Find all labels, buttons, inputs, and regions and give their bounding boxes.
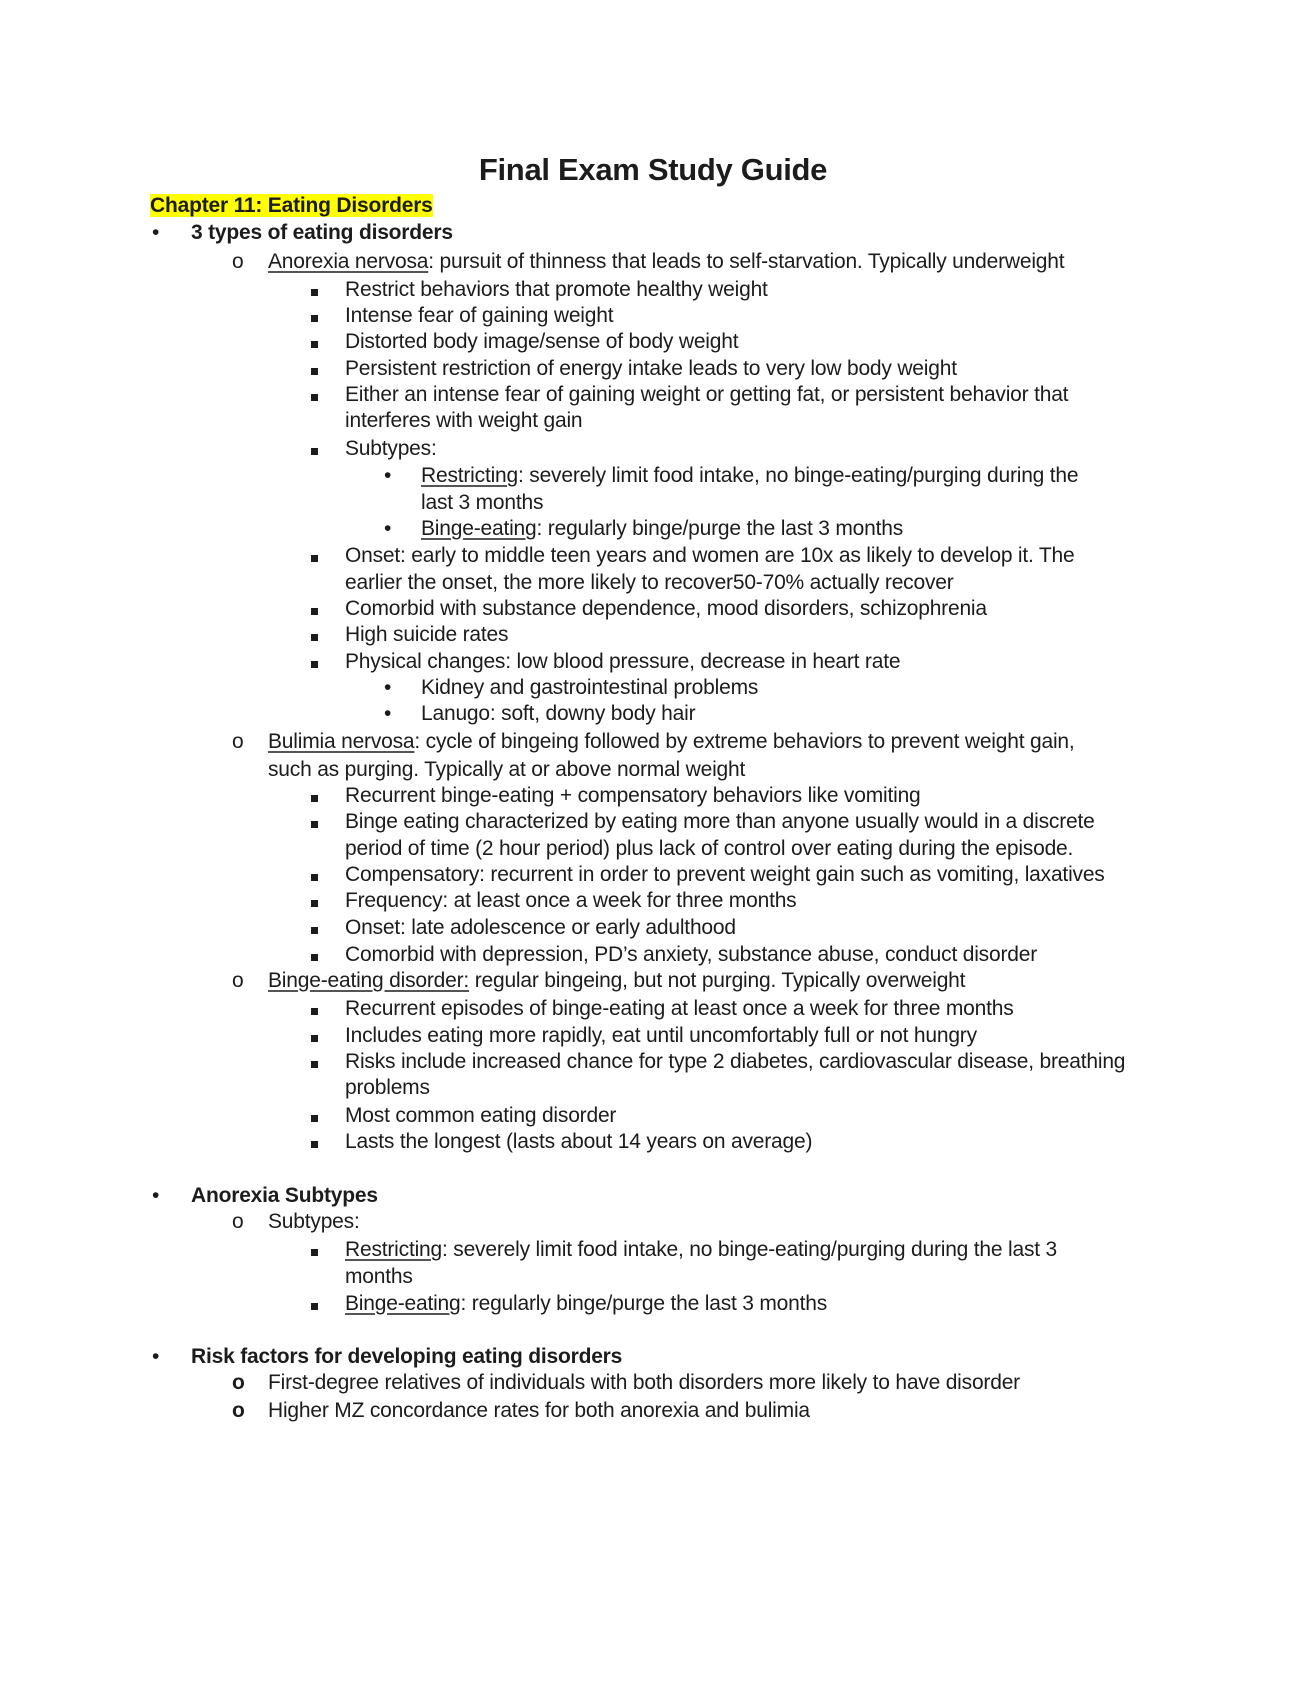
binge-eating-text: : regularly binge/purge the last 3 months — [536, 517, 904, 540]
bullet-marker: • — [384, 676, 392, 699]
bullet-marker: • — [152, 221, 160, 244]
square-bullet-icon — [311, 328, 318, 356]
list-item: Subtypes: — [345, 437, 437, 460]
document-title: Final Exam Study Guide — [478, 152, 828, 187]
circle-marker: o — [232, 1371, 245, 1394]
list-item: Binge eating characterized by eating more than anyone usually would in a discrete — [345, 810, 1095, 833]
circle-marker: o — [232, 1210, 244, 1233]
square-bullet-icon — [311, 1128, 318, 1156]
list-item: Comorbid with substance dependence, mood disorders, schizophrenia — [345, 597, 987, 620]
restricting-term: Restricting — [345, 1238, 442, 1261]
circle-marker: o — [232, 730, 244, 753]
chapter-highlight: Chapter 11: Eating Disorders — [150, 194, 433, 217]
square-bullet-icon — [311, 808, 318, 836]
subtype-restricting — [345, 1236, 1057, 1264]
list-item: Either an intense fear of gaining weight or getting fat, or persistent behavior that — [345, 383, 1069, 406]
section-heading-types: 3 types of eating disorders — [191, 221, 453, 244]
bullet-marker: • — [152, 1184, 160, 1207]
list-item: Compensatory: recurrent in order to prevent weight gain such as vomiting, laxatives — [345, 863, 1105, 886]
list-item: Lasts the longest (lasts about 14 years on average) — [345, 1130, 813, 1153]
list-item: Intense fear of gaining weight — [345, 304, 614, 327]
square-bullet-icon — [311, 782, 318, 810]
list-item-continuation: such as purging. Typically at or above normal weight — [268, 758, 746, 781]
square-bullet-icon — [311, 276, 318, 304]
list-item: Distorted body image/sense of body weight — [345, 330, 739, 353]
square-bullet-icon — [311, 1290, 318, 1318]
list-item-continuation: problems — [345, 1076, 430, 1099]
list-item: Restrict behaviors that promote healthy weight — [345, 278, 768, 301]
square-bullet-icon — [311, 355, 318, 383]
anorexia-def-text: : pursuit of thinness that leads to self-starvation. Typically underweight — [428, 250, 1065, 273]
list-item-continuation: last 3 months — [421, 491, 544, 514]
list-item-continuation: months — [345, 1265, 413, 1288]
subtype-binge-eating — [421, 515, 903, 543]
list-item: Onset: late adolescence or early adulthood — [345, 916, 736, 939]
square-bullet-icon — [311, 381, 318, 409]
circle-marker: o — [232, 250, 244, 273]
list-item: Includes eating more rapidly, eat until uncomfortably full or not hungry — [345, 1024, 977, 1047]
square-bullet-icon — [311, 302, 318, 330]
circle-marker: o — [232, 969, 244, 992]
subtype-restricting — [421, 462, 1078, 490]
list-item: First-degree relatives of individuals with both disorders more likely to have disorder — [268, 1371, 1020, 1394]
square-bullet-icon — [311, 1048, 318, 1076]
bullet-marker: • — [384, 702, 392, 725]
bulimia-definition — [268, 728, 1075, 756]
restricting-text: : severely limit food intake, no binge-eating/purging during the — [518, 464, 1079, 487]
restricting-text: : severely limit food intake, no binge-eating/purging during the last 3 — [442, 1238, 1058, 1261]
square-bullet-icon — [311, 1102, 318, 1130]
square-bullet-icon — [311, 914, 318, 942]
binge-eating-text: : regularly binge/purge the last 3 months — [460, 1292, 828, 1315]
bed-definition — [268, 967, 965, 995]
square-bullet-icon — [311, 621, 318, 649]
section-heading-subtypes: Anorexia Subtypes — [191, 1184, 378, 1207]
list-item: Comorbid with depression, PD’s anxiety, substance abuse, conduct disorder — [345, 943, 1037, 966]
bullet-marker: • — [384, 517, 392, 540]
bullet-marker: • — [384, 464, 392, 487]
list-item: Subtypes: — [268, 1210, 360, 1233]
list-item: Frequency: at least once a week for three months — [345, 889, 797, 912]
list-item: High suicide rates — [345, 623, 509, 646]
bed-def-text: regular bingeing, but not purging. Typically overweight — [469, 969, 966, 992]
list-item: Most common eating disorder — [345, 1104, 617, 1127]
list-item: Recurrent binge-eating + compensatory behaviors like vomiting — [345, 784, 921, 807]
list-item: Higher MZ concordance rates for both anorexia and bulimia — [268, 1399, 810, 1422]
square-bullet-icon — [311, 861, 318, 889]
square-bullet-icon — [311, 995, 318, 1023]
bulimia-def-text: : cycle of bingeing followed by extreme behaviors to prevent weight gain, — [414, 730, 1075, 753]
bed-term: Binge-eating disorder: — [268, 969, 470, 992]
list-item: Persistent restriction of energy intake leads to very low body weight — [345, 357, 957, 380]
bulimia-term: Bulimia nervosa — [268, 730, 415, 753]
restricting-term: Restricting — [421, 464, 518, 487]
anorexia-definition — [268, 248, 1064, 276]
square-bullet-icon — [311, 1236, 318, 1264]
anorexia-term: Anorexia nervosa — [268, 250, 429, 273]
list-item: Lanugo: soft, downy body hair — [421, 702, 696, 725]
section-heading-risk-factors: Risk factors for developing eating disorders — [191, 1345, 623, 1368]
subtype-binge-eating — [345, 1290, 827, 1318]
square-bullet-icon — [311, 941, 318, 969]
square-bullet-icon — [311, 542, 318, 570]
list-item: Kidney and gastrointestinal problems — [421, 676, 759, 699]
binge-eating-term: Binge-eating — [421, 517, 537, 540]
list-item-continuation: period of time (2 hour period) plus lack of control over eating during the episode. — [345, 837, 1074, 860]
list-item: Onset: early to middle teen years and women are 10x as likely to develop it. The — [345, 544, 1075, 567]
list-item-continuation: interferes with weight gain — [345, 409, 583, 432]
square-bullet-icon — [311, 595, 318, 623]
square-bullet-icon — [311, 1022, 318, 1050]
list-item: Risks include increased chance for type 2 diabetes, cardiovascular disease, breathing — [345, 1050, 1126, 1073]
chapter-heading — [150, 192, 433, 220]
list-item-continuation: earlier the onset, the more likely to recover50-70% actually recover — [345, 571, 954, 594]
binge-eating-term: Binge-eating — [345, 1292, 461, 1315]
square-bullet-icon — [311, 887, 318, 915]
circle-marker: o — [232, 1399, 245, 1422]
square-bullet-icon — [311, 435, 318, 463]
square-bullet-icon — [311, 648, 318, 676]
bullet-marker: • — [152, 1345, 160, 1368]
list-item: Physical changes: low blood pressure, decrease in heart rate — [345, 650, 901, 673]
list-item: Recurrent episodes of binge-eating at least once a week for three months — [345, 997, 1014, 1020]
